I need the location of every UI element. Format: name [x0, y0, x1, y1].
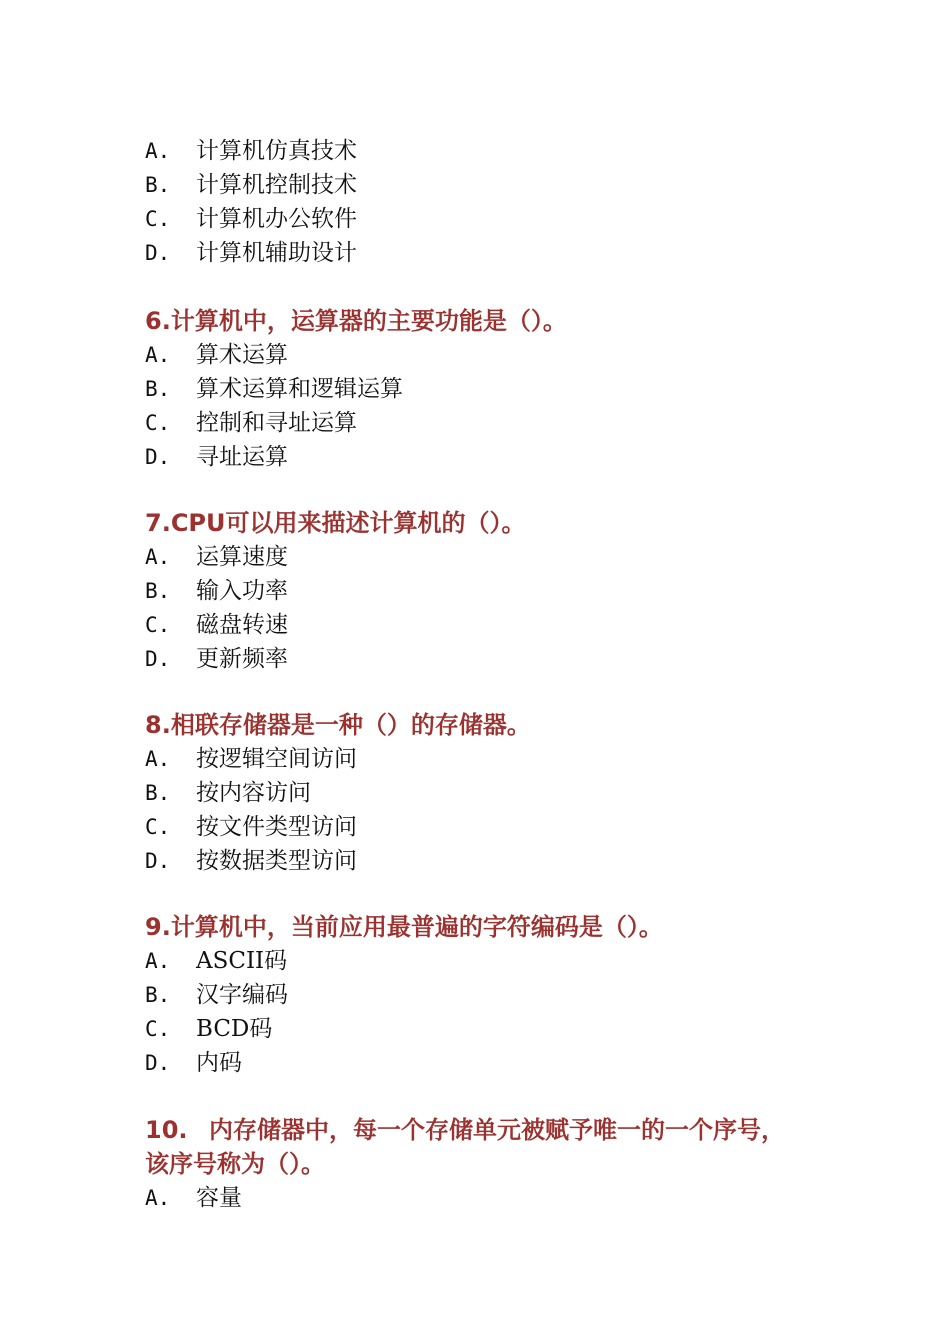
option-text: 汉字编码 [196, 982, 288, 1008]
option-text: 输入功率 [196, 578, 288, 604]
option-text: 容量 [196, 1185, 242, 1211]
option-text: 磁盘转速 [196, 612, 288, 638]
option-text: ASCII码 [196, 948, 288, 974]
option-letter: C. [145, 207, 171, 231]
option-letter: A. [145, 747, 171, 771]
question-text: 内存储器中，每一个存储单元被赋予唯一的一个序号， [209, 1116, 785, 1144]
option-row [145, 134, 845, 168]
option-letter: D. [145, 241, 171, 265]
option-row [145, 338, 845, 372]
option-text: 计算机控制技术 [196, 172, 357, 198]
option-text: 算术运算 [196, 342, 288, 368]
option-text: 按数据类型访问 [196, 848, 357, 874]
option-row [145, 406, 845, 440]
option-text: 算术运算和逻辑运算 [196, 376, 403, 402]
question-8 [145, 708, 845, 878]
option-row [145, 540, 845, 574]
option-text: 运算速度 [196, 544, 288, 570]
option-letter: A. [145, 343, 171, 367]
option-letter: B. [145, 173, 171, 197]
option-letter: B. [145, 377, 171, 401]
option-row [145, 844, 845, 878]
option-row [145, 1012, 845, 1046]
option-letter: A. [145, 139, 171, 163]
option-row [145, 978, 845, 1012]
option-text: BCD码 [196, 1016, 273, 1042]
option-row [145, 742, 845, 776]
option-letter: D. [145, 849, 171, 873]
option-row [145, 574, 845, 608]
option-row [145, 642, 845, 676]
option-row [145, 1046, 845, 1080]
option-letter: A. [145, 1186, 171, 1210]
option-text: 控制和寻址运算 [196, 410, 357, 436]
option-letter: B. [145, 579, 171, 603]
option-letter: B. [145, 983, 171, 1007]
option-row [145, 168, 845, 202]
question-10-title-line-1 [145, 1113, 905, 1147]
option-letter: A. [145, 949, 171, 973]
option-text: 按内容访问 [196, 780, 311, 806]
option-text: 按逻辑空间访问 [196, 746, 357, 772]
question-number: 10. [145, 1116, 188, 1144]
option-row [145, 1181, 905, 1215]
option-letter: C. [145, 411, 171, 435]
option-row [145, 776, 845, 810]
option-text: 计算机仿真技术 [196, 138, 357, 164]
option-row [145, 440, 845, 474]
question-8-title: 8.相联存储器是一种（）的存储器。 [145, 711, 531, 739]
question-5-options [145, 134, 845, 270]
option-letter: D. [145, 445, 171, 469]
option-row [145, 608, 845, 642]
question-10-title-line-2: 该序号称为（）。 [145, 1150, 325, 1178]
option-text: 寻址运算 [196, 444, 288, 470]
option-row [145, 202, 845, 236]
option-text: 计算机辅助设计 [196, 240, 357, 266]
option-text: 按文件类型访问 [196, 814, 357, 840]
option-row [145, 236, 845, 270]
option-letter: C. [145, 815, 171, 839]
option-text: 计算机办公软件 [196, 206, 357, 232]
option-letter: D. [145, 647, 171, 671]
option-letter: C. [145, 613, 171, 637]
option-text: 更新频率 [196, 646, 288, 672]
option-letter: D. [145, 1051, 171, 1075]
question-7 [145, 506, 845, 676]
option-text: 内码 [196, 1050, 242, 1076]
option-row [145, 944, 845, 978]
question-10 [145, 1113, 905, 1215]
option-letter: C. [145, 1017, 171, 1041]
option-letter: A. [145, 545, 171, 569]
option-letter: B. [145, 781, 171, 805]
question-6 [145, 304, 845, 474]
option-row [145, 372, 845, 406]
question-9-title: 9.计算机中，当前应用最普遍的字符编码是（）。 [145, 913, 663, 941]
question-9 [145, 910, 845, 1080]
question-7-title: 7.CPU可以用来描述计算机的（）。 [145, 509, 526, 537]
option-row [145, 810, 845, 844]
question-6-title: 6.计算机中，运算器的主要功能是（）。 [145, 307, 567, 335]
